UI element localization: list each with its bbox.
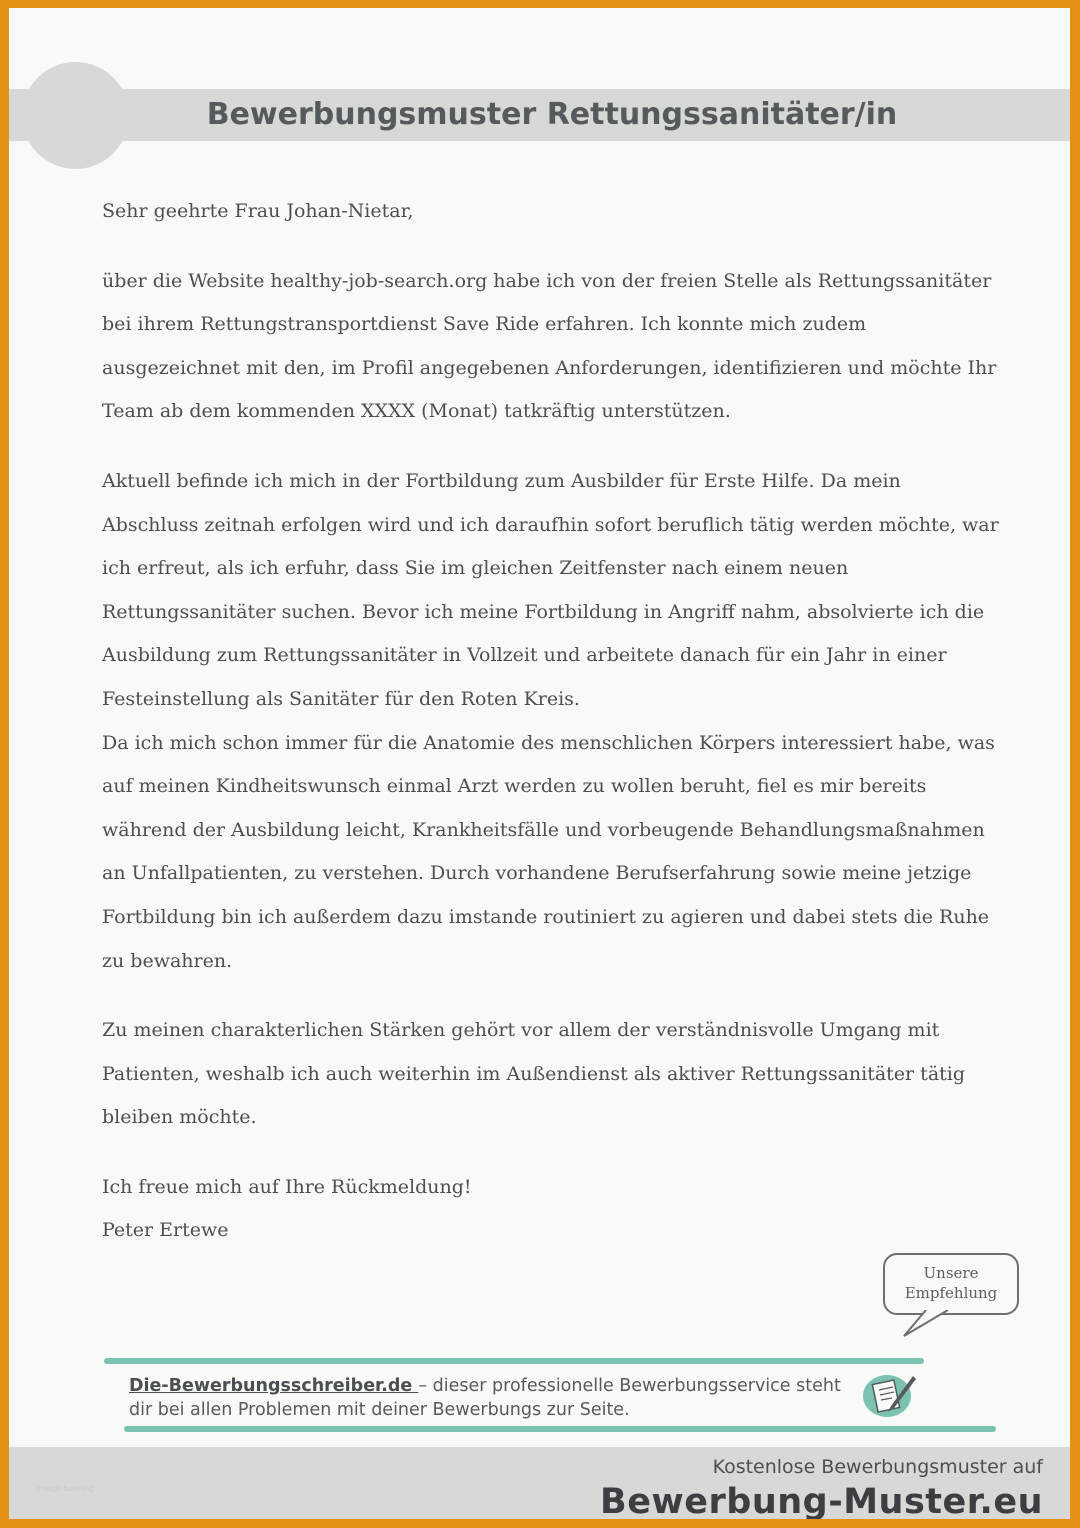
recommendation-line-2: Empfehlung <box>904 1284 998 1302</box>
paragraph-1: über die Website healthy-job-search.org habe ich von der freien Stelle als Rettungssanitäter bei ihrem Rettungstransportdienst Save Ride erfahren. Ich konnte mich zudem ausgezeichnet mit den, im Profil angegebenen Anforderungen, identifizieren und möchte Ihr Team ab dem kommenden XXXX (Monat) tatkräftig unterstützen. <box>102 269 997 423</box>
letter-body <box>102 190 1002 1253</box>
accent-rule-bottom <box>124 1426 996 1432</box>
speech-tail-icon <box>902 1310 952 1338</box>
document-pen-icon <box>861 1368 921 1420</box>
paragraph-4: Zu meinen charakterlichen Stärken gehört vor allem der verständnisvolle Umgang mit Patienten, weshalb ich auch weiterhin im Außendienst als aktiver Rettungssanitäter tätig bleiben möchte. <box>102 1019 966 1129</box>
paragraph-2: Aktuell befinde ich mich in der Fortbildung zum Ausbilder für Erste Hilfe. Da mein Abschluss zeitnah erfolgen wird und ich daraufhin sofort beruflich tätig werden möchte, war ich erfreut, als ich erfuhr, dass Sie im gleichen Zeitfenster nach einem neuen Rettungssanitäter suchen. Bevor ich meine Fortbildung in Angriff nahm, absolvierte ich die Ausbildung zum Rettungssanitäter in Vollzeit und arbeitete danach für ein Jahr in einer Festeinstellung als Sanitäter für den Roten Kreis. <box>102 469 999 710</box>
watermark: image bearing <box>36 1484 95 1493</box>
closing: Ich freue mich auf Ihre Rückmeldung! <box>102 1175 472 1198</box>
signature: Peter Ertewe <box>102 1219 229 1242</box>
footer-brand[interactable]: Bewerbung-Muster.eu <box>600 1482 1043 1519</box>
promo-text <box>129 1374 849 1422</box>
document-page <box>9 8 1070 1519</box>
recommendation-bubble[interactable] <box>883 1253 1019 1315</box>
recommendation-line-1: Unsere <box>923 1264 979 1282</box>
salutation: Sehr geehrte Frau Johan-Nietar, <box>102 200 414 222</box>
paragraph-3: Da ich mich schon immer für die Anatomie des menschlichen Körpers interessiert habe, was auf meinen Kindheitswunsch einmal Arzt werden zu wollen beruht, fiel es mir bereits während der Ausbildung leicht, Krankheitsfälle und vorbeugende Behandlungsmaßnahmen an Unfallpatienten, zu verstehen. Durch vorhandene Berufserfahrung sowie meine jetzige Fortbildung bin ich außerdem dazu imstande routiniert zu agieren und dabei stets die Ruhe zu bewahren. <box>102 731 995 972</box>
footer-tagline: Kostenlose Bewerbungsmuster auf <box>712 1456 1043 1478</box>
promo-link[interactable]: Die-Bewerbungsschreiber.de <box>129 1376 419 1396</box>
promo-description: – dieser professionelle Bewerbungsservice steht dir bei allen Problemen mit deiner Bewerbungs zur Seite. <box>129 1376 841 1420</box>
page-title: Bewerbungsmuster Rettungssanitäter/in <box>206 97 898 132</box>
accent-rule-top <box>104 1358 924 1364</box>
